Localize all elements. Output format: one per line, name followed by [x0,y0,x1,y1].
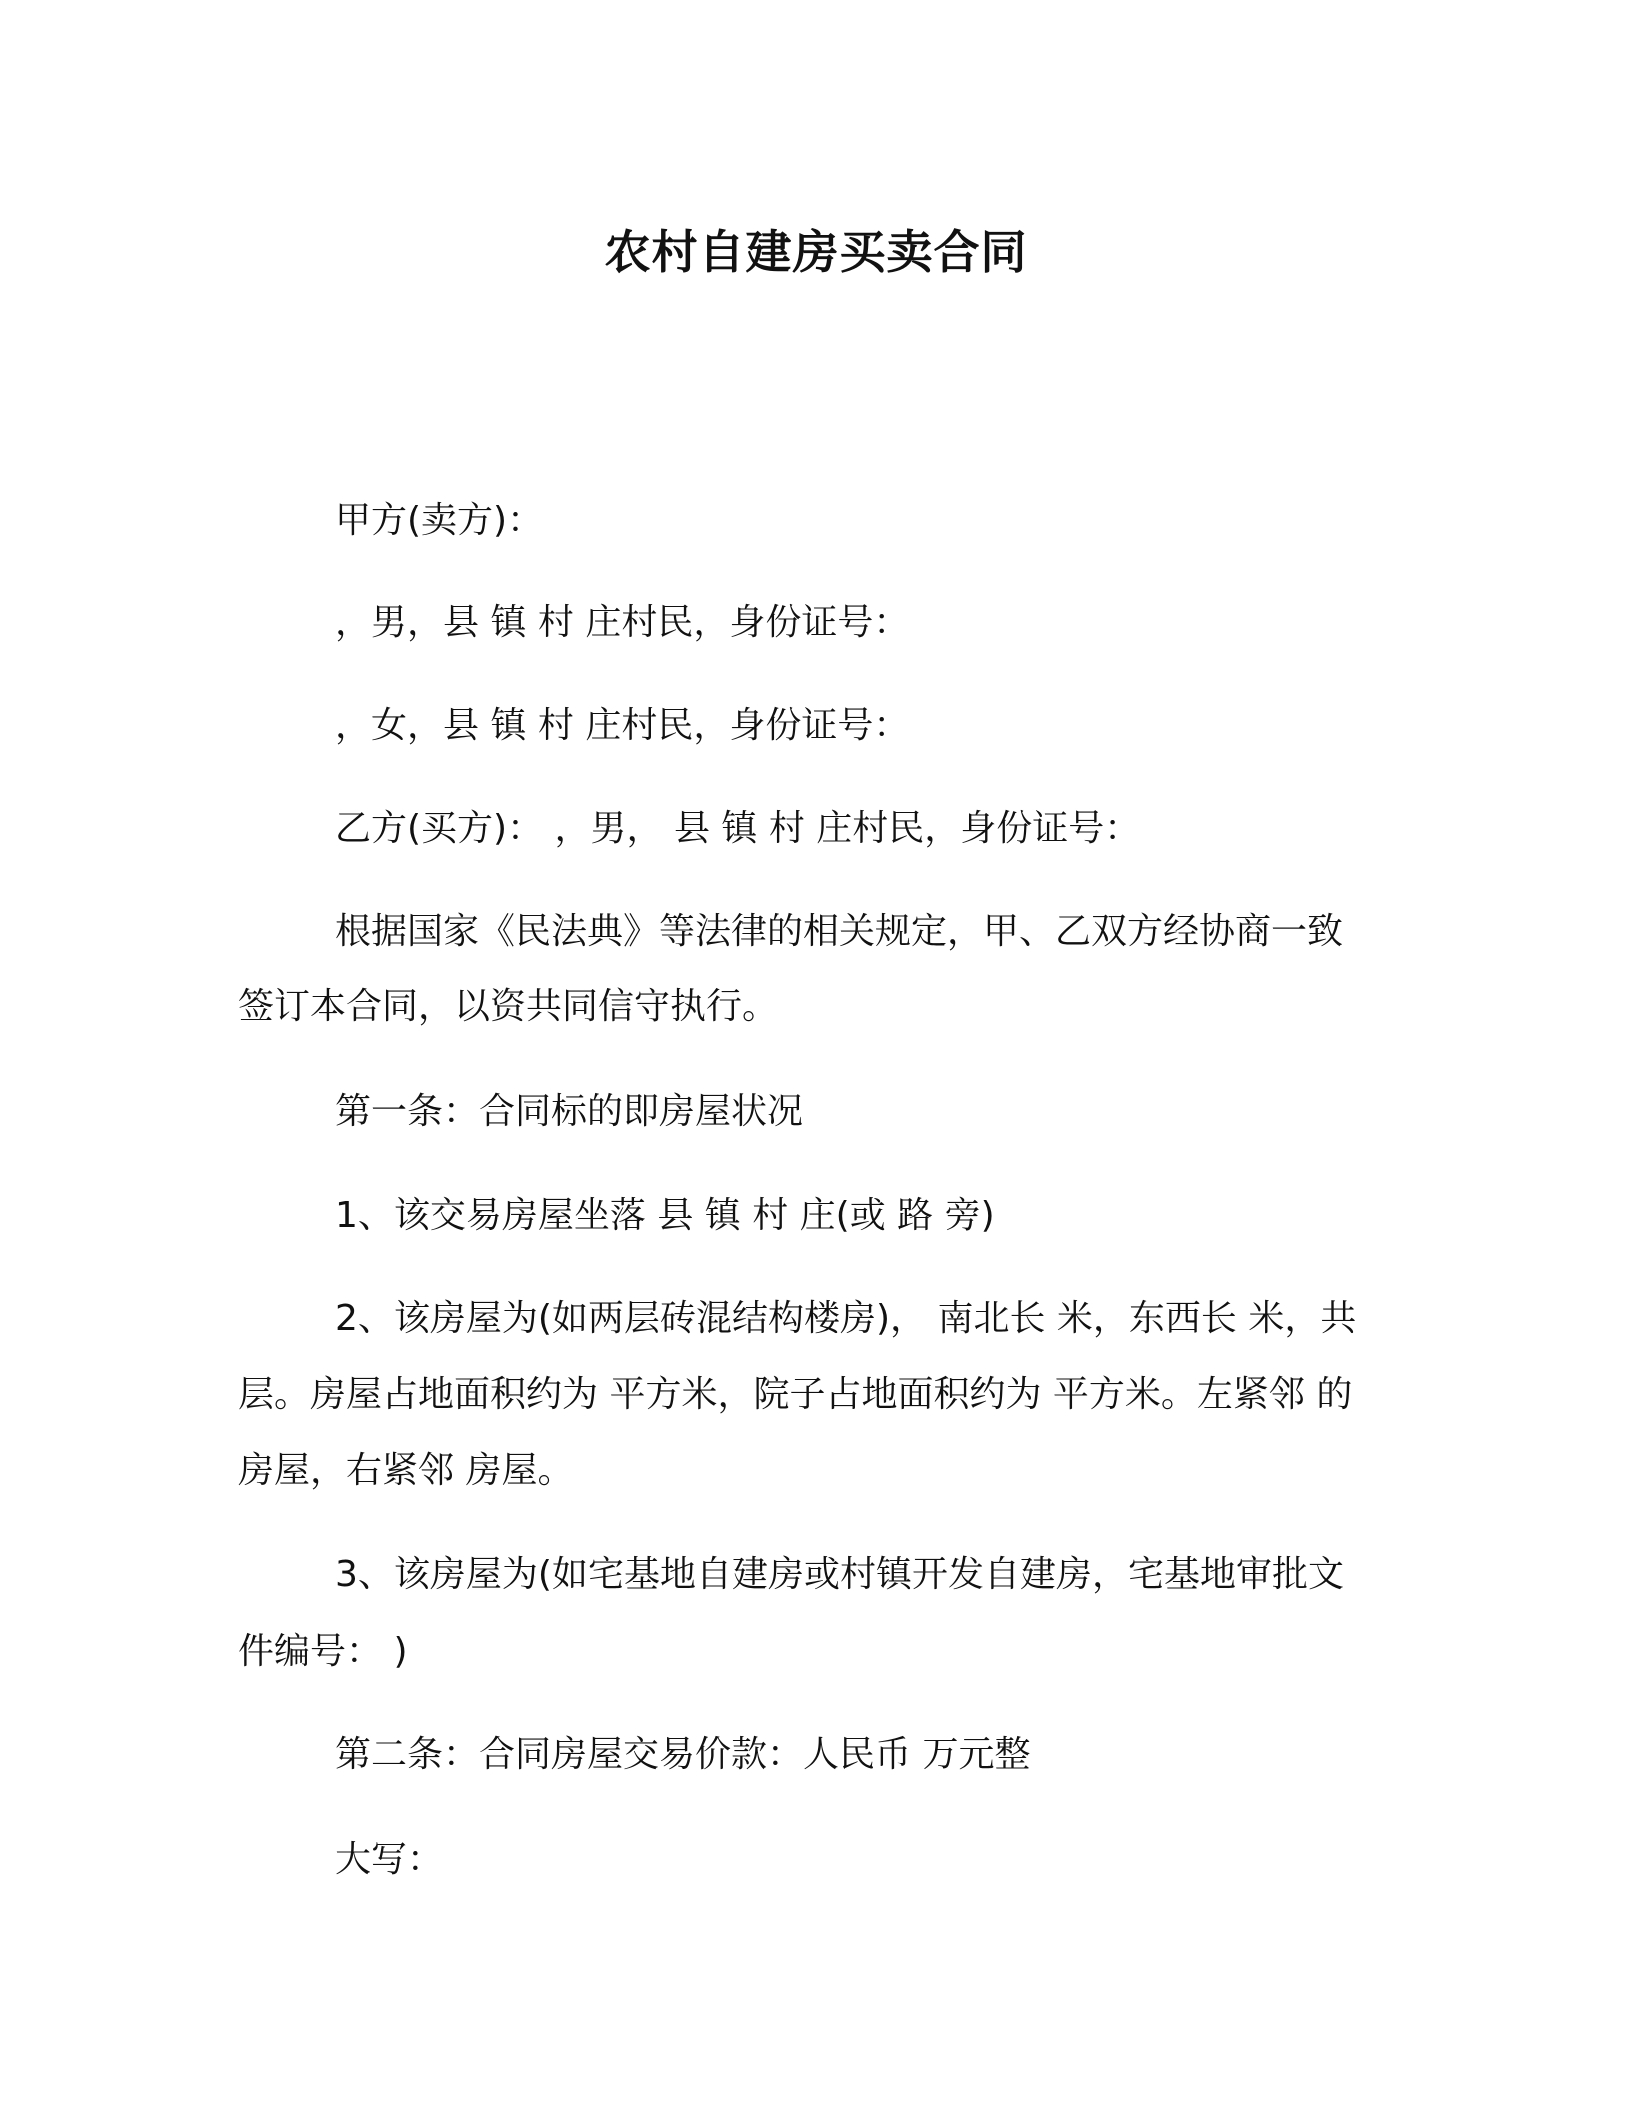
party-a-heading: 甲方(卖方)： [335,500,544,541]
article-1-item-2-line-1: 2、该房屋为(如两层砖混结构楼房)， 南北长 米，东西长 米，共 [335,1298,1357,1339]
party-a-female-line: ，女，县 镇 村 庄村民，身份证号： [335,705,910,746]
document-title: 农村自建房买卖合同 [604,225,1028,279]
article-1-item-1: 1、该交易房屋坐落 县 镇 村 庄(或 路 旁) [335,1195,995,1236]
party-b-line: 乙方(买方)： ，男， 县 镇 村 庄村民，身份证号： [335,808,1141,849]
article-1-heading: 第一条：合同标的即房屋状况 [335,1091,804,1132]
party-a-male-line: ，男，县 镇 村 庄村民，身份证号： [335,602,910,643]
article-1-item-3-line-2: 件编号： ) [238,1631,408,1672]
preamble-line-2: 签订本合同，以资共同信守执行。 [238,986,779,1027]
article-1-item-2-line-2: 层。房屋占地面积约为 平方米，院子占地面积约为 平方米。左紧邻 的 [238,1374,1353,1415]
preamble-line-1: 根据国家《民法典》等法律的相关规定，甲、乙双方经协商一致 [335,911,1344,952]
article-1-item-2-line-3: 房屋，右紧邻 房屋。 [238,1450,574,1491]
article-1-item-3-line-1: 3、该房屋为(如宅基地自建房或村镇开发自建房，宅基地审批文 [335,1554,1344,1595]
amount-in-words-label: 大写： [335,1839,444,1880]
article-2-heading: 第二条：合同房屋交易价款：人民币 万元整 [335,1734,1031,1775]
